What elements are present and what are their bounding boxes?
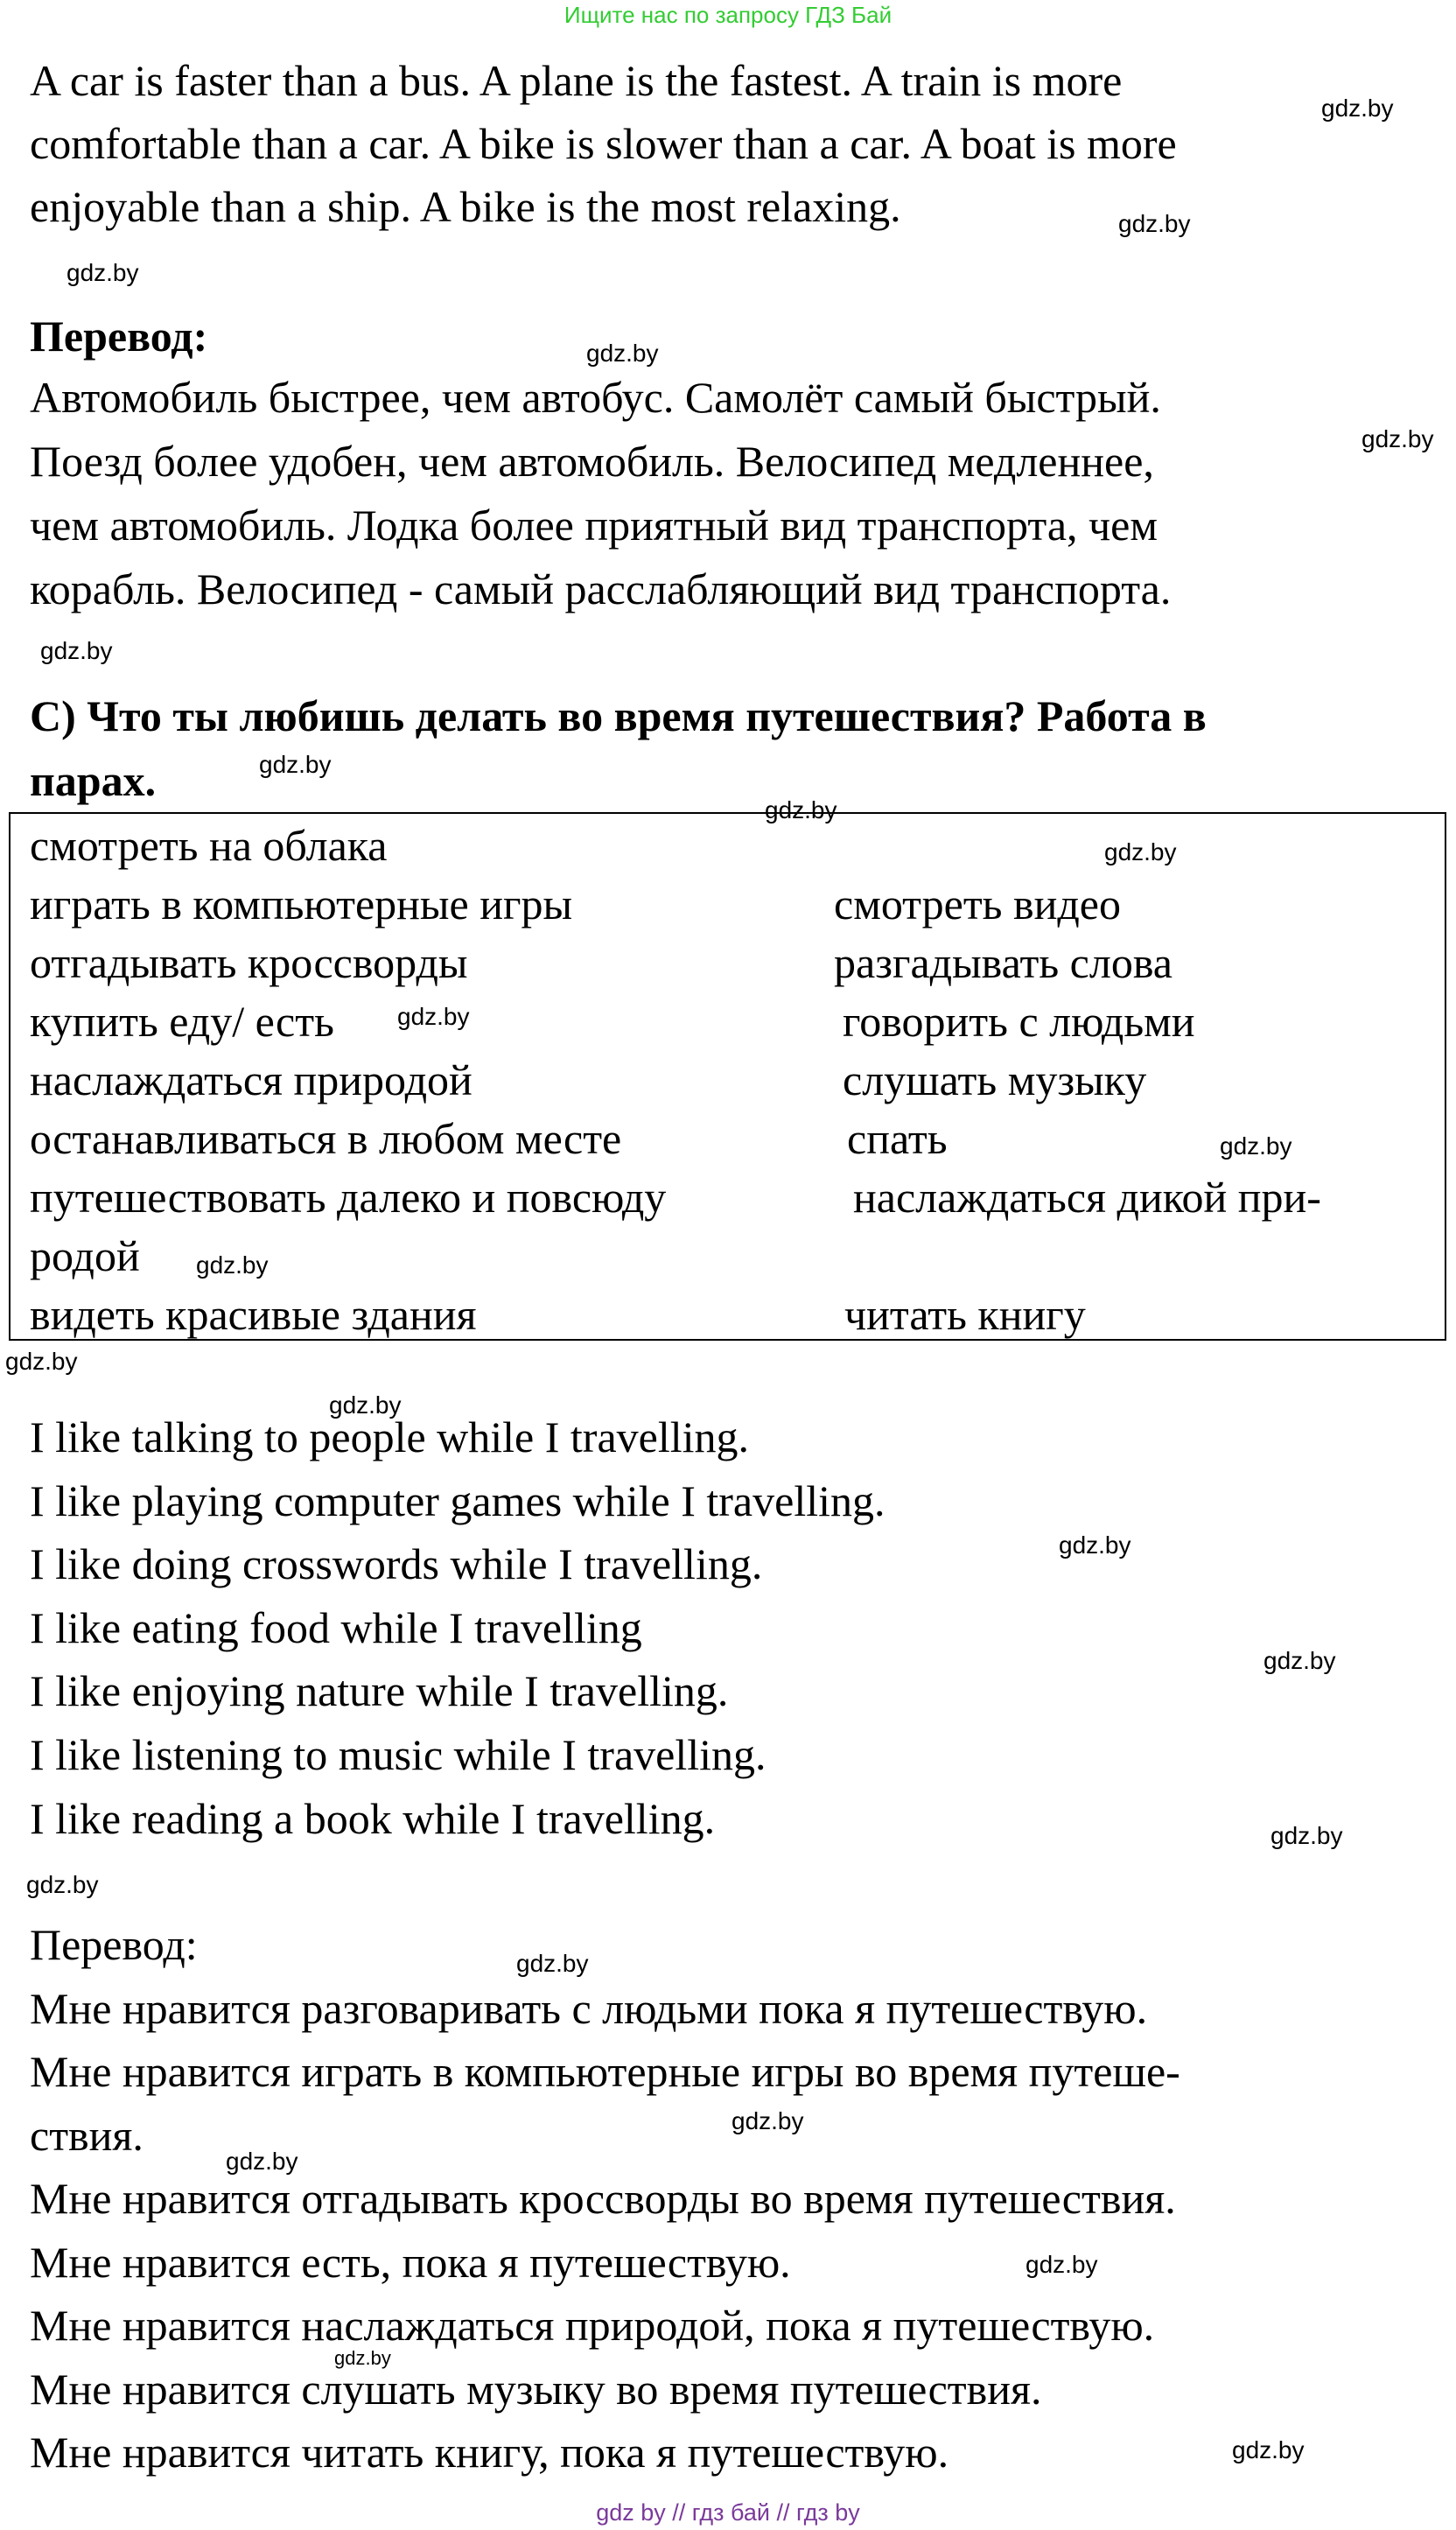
watermark: gdz.by (226, 2148, 298, 2175)
russian-sentence-4: Мне нравится отгадывать кроссворды во время путешествия. (30, 2174, 1176, 2223)
english-paragraph-line-2: comfortable than a car. A bike is slower than a car. A boat is more (30, 119, 1177, 168)
activity-right-4: слушать музыку (843, 1055, 1147, 1104)
english-sentence-6: I like listening to music while I travelling. (30, 1730, 766, 1779)
watermark: gdz.by (1104, 838, 1177, 866)
activity-right-6: наслаждаться дикой при- (853, 1173, 1321, 1222)
english-paragraph-line-3: enjoyable than a ship. A bike is the most relaxing. (30, 182, 901, 231)
watermark: gdz.by (1026, 2251, 1098, 2278)
watermark: gdz.by (1118, 210, 1191, 237)
russian-paragraph-line-3: чем автомобиль. Лодка более приятный вид транспорта, чем (30, 501, 1158, 550)
watermark: gdz.by (1232, 2436, 1305, 2463)
english-sentence-3: I like doing crosswords while I travelling. (30, 1539, 763, 1588)
watermark: gdz.by (1362, 425, 1434, 452)
activity-right-5: спать (847, 1114, 948, 1163)
russian-paragraph-line-2: Поезд более удобен, чем автомобиль. Велосипед медленнее, (30, 437, 1154, 486)
watermark: gdz.by (259, 751, 332, 778)
russian-sentence-7: Мне нравится слушать музыку во время путешествия. (30, 2365, 1042, 2414)
english-sentence-7: I like reading a book while I travelling. (30, 1794, 716, 1843)
section-c-heading-line-2: парах. (30, 756, 157, 805)
watermark: gdz.by (40, 637, 113, 664)
russian-paragraph-line-4: корабль. Велосипед - самый расслабляющий вид транспорта. (30, 564, 1172, 613)
activity-left-4: купить еду/ есть (30, 997, 334, 1046)
activity-right-1: смотреть видео (834, 880, 1121, 929)
watermark: gdz.by (1264, 1647, 1336, 1674)
activity-left-1: смотреть на облака (30, 821, 388, 870)
activity-right-7: читать книгу (844, 1290, 1086, 1339)
russian-sentence-8: Мне нравится читать книгу, пока я путешествую. (30, 2428, 949, 2477)
activity-left-9: видеть красивые здания (30, 1290, 477, 1339)
watermark: gdz.by (1321, 95, 1394, 122)
section-c-heading-line-1: C) Что ты любишь делать во время путешествия? Работа в (30, 691, 1207, 740)
footer-links[interactable]: gdz by // гдз бай // гдз by (596, 2499, 860, 2526)
watermark: gdz.by (329, 1391, 402, 1419)
activity-right-2: разгадывать слова (834, 938, 1172, 987)
english-sentence-4: I like eating food while I travelling (30, 1603, 642, 1652)
activity-left-3: отгадывать кроссворды (30, 938, 468, 987)
watermark: gdz.by (586, 340, 659, 367)
english-paragraph-line-1: A car is faster than a bus. A plane is the fastest. A train is more (30, 56, 1123, 105)
watermark: gdz.by (516, 1950, 589, 1977)
english-sentence-1: I like talking to people while I travelling. (30, 1412, 749, 1461)
watermark: gdz.by (732, 2107, 804, 2134)
watermark: gdz.by (397, 1003, 470, 1030)
translation-heading-2: Перевод: (30, 1920, 198, 1969)
translation-heading: Перевод: (30, 312, 208, 361)
english-sentence-2: I like playing computer games while I travelling. (30, 1476, 886, 1525)
top-banner: Ищите нас по запросу ГДЗ Бай (564, 2, 892, 28)
watermark: gdz.by (5, 1348, 78, 1375)
watermark: gdz.by (1270, 1822, 1343, 1849)
watermark: gdz.by (196, 1251, 269, 1279)
russian-sentence-1: Мне нравится разговаривать с людьми пока я путешествую. (30, 1984, 1148, 2033)
watermark: gdz.by (26, 1871, 99, 1898)
russian-paragraph-line-1: Автомобиль быстрее, чем автобус. Самолёт самый быстрый. (30, 373, 1161, 422)
activity-left-6: останавливаться в любом месте (30, 1114, 622, 1163)
activity-left-5: наслаждаться природой (30, 1055, 472, 1104)
russian-sentence-6: Мне нравится наслаждаться природой, пока я путешествую. (30, 2301, 1155, 2350)
russian-sentence-2: Мне нравится играть в компьютерные игры во время путеше- (30, 2047, 1180, 2096)
english-sentence-5: I like enjoying nature while I travelling. (30, 1666, 729, 1715)
activity-left-7: путешествовать далеко и повсюду (30, 1173, 667, 1222)
watermark: gdz.by (66, 259, 139, 286)
activity-left-2: играть в компьютерные игры (30, 880, 573, 929)
russian-sentence-3: ствия. (30, 2111, 144, 2160)
russian-sentence-5: Мне нравится есть, пока я путешествую. (30, 2238, 791, 2287)
watermark: gdz.by (1220, 1132, 1292, 1160)
activity-right-3: говорить с людьми (843, 997, 1195, 1046)
watermark: gdz.by (1059, 1531, 1131, 1559)
activity-left-8: родой (30, 1231, 140, 1280)
watermark: gdz.by (765, 796, 837, 823)
watermark: gdz.by (334, 2347, 391, 2369)
